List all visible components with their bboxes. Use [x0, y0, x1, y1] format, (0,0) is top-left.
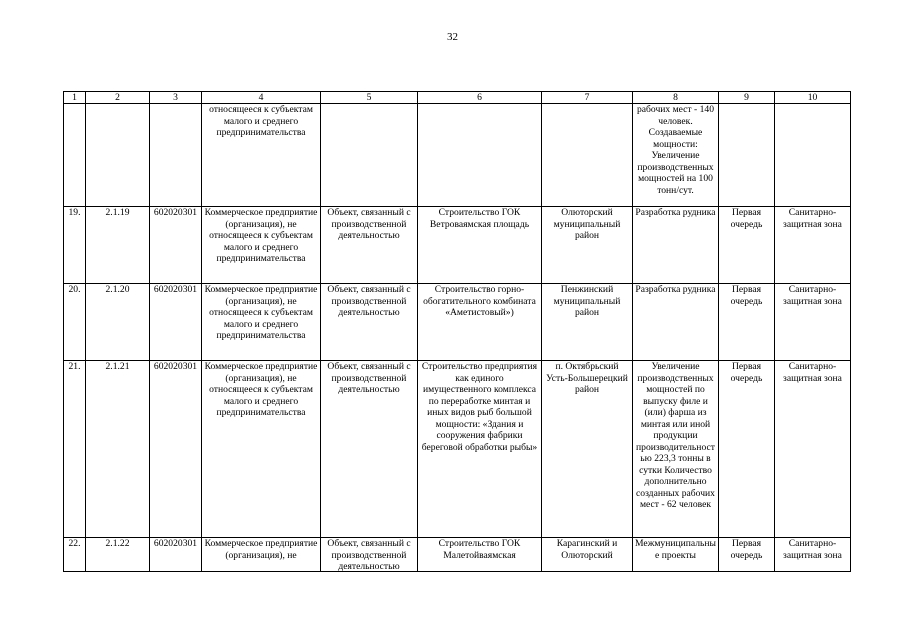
cell-characteristics: Увеличение производственных мощностей по выпуску филе и (или) фарша из минтая или иной продукции производительностью 223,3 тонны в сутки Количество дополнительно созданных рабочих мест - 62 человек [633, 361, 719, 538]
cell-purpose [321, 538, 418, 572]
header-cell: 4 [202, 92, 321, 104]
cell-stage: Первая очередь [719, 207, 775, 284]
cell-purpose: Объект, связанный с производственной деятельностью [321, 361, 418, 538]
cell-stage [719, 538, 775, 572]
table-row [64, 361, 851, 538]
header-cell: 10 [775, 92, 851, 104]
cell-stage [719, 104, 775, 207]
header-cell: 5 [321, 92, 418, 104]
cell-type [202, 284, 321, 361]
header-cell: 7 [542, 92, 633, 104]
cell-code: 2.1.19 [86, 207, 150, 284]
cell-number [64, 104, 86, 207]
cell-code: 2.1.22 [86, 538, 150, 572]
cell-stage: Первая очередь [719, 361, 775, 538]
cell-code [86, 104, 150, 207]
cell-characteristics: Разработка рудника [633, 284, 719, 361]
zones-table [63, 91, 851, 572]
header-cell: 3 [150, 92, 202, 104]
cell-text: Первая очередь [730, 538, 763, 561]
cell-text: Санитарно-защитная зона [783, 538, 842, 561]
cell-location: п. Октябрьский Усть-Большерецкий район [542, 361, 633, 538]
cell-characteristics [633, 538, 719, 572]
cell-number: 20. [64, 284, 86, 361]
cell-zone [775, 104, 851, 207]
cell-text: Коммерческое предприятие (организация), не относящееся к субъектам малого и среднего предпринимательства [204, 207, 318, 264]
header-cell: 1 [64, 92, 86, 104]
cell-text: Коммерческое предприятие (организация), не относящееся к субъектам малого и среднего предпринимательства [204, 284, 318, 341]
cell-type [202, 538, 321, 572]
header-cell: 6 [418, 92, 542, 104]
cell-text: Карагинский и Олюторский [556, 538, 618, 561]
cell-location [542, 538, 633, 572]
cell-stage: Первая очередь [719, 284, 775, 361]
cell-classifier [150, 104, 202, 207]
cell-purpose: Объект, связанный с производственной деятельностью [321, 284, 418, 361]
cell-text: 602020301 [153, 538, 198, 549]
cell-name: Строительство горно-обогатительного комбината «Аметистовый») [418, 284, 542, 361]
cell-text: Межмуниципальные проекты [635, 538, 716, 561]
header-row [64, 92, 851, 104]
cell-location: Пенжинский муниципальный район [542, 284, 633, 361]
cell-name: Строительство предприятия как единого имущественного комплекса по переработке минтая и иных видов рыб большой мощности: «Здания и сооружения фабрики береговой обработки рыбы» [418, 361, 542, 538]
table-row [64, 284, 851, 361]
table-row [64, 207, 851, 284]
cell-number: 22. [64, 538, 86, 572]
cell-text: Строительство ГОК Малетойваямская [438, 538, 521, 561]
cell-classifier: 602020301 [150, 284, 202, 361]
header-cell: 9 [719, 92, 775, 104]
cell-purpose [321, 104, 418, 207]
page-number: 32 [447, 31, 458, 43]
cell-name [418, 104, 542, 207]
cell-type [202, 207, 321, 284]
cell-location [542, 104, 633, 207]
cell-zone: Санитарно-защитная зона [775, 361, 851, 538]
cell-characteristics: Разработка рудника [633, 207, 719, 284]
cell-zone: Санитарно-защитная зона [775, 207, 851, 284]
cell-characteristics: рабочих мест - 140 человек. Создаваемые мощности: Увеличение производственных мощностей на 100 тонн/сут. [633, 104, 719, 207]
cell-zone [775, 538, 851, 572]
cell-code: 2.1.20 [86, 284, 150, 361]
cell-type: относящееся к субъектам малого и среднего предпринимательства [202, 104, 321, 207]
cell-number: 21. [64, 361, 86, 538]
header-cell: 8 [633, 92, 719, 104]
cell-purpose: Объект, связанный с производственной деятельностью [321, 207, 418, 284]
cell-classifier [150, 538, 202, 572]
cell-name [418, 538, 542, 572]
cell-location: Олюторский муниципальный район [542, 207, 633, 284]
header-cell: 2 [86, 92, 150, 104]
cell-classifier: 602020301 [150, 207, 202, 284]
cell-text: Коммерческое предприятие (организация), не [204, 538, 318, 561]
cell-name: Строительство ГОК Ветроваямская площадь [418, 207, 542, 284]
cell-code: 2.1.21 [86, 361, 150, 538]
cell-type: Коммерческое предприятие (организация), не относящееся к субъектам малого и среднего предпринимательства [202, 361, 321, 538]
cell-number: 19. [64, 207, 86, 284]
table-row [64, 538, 851, 572]
table-row [64, 104, 851, 207]
cell-zone: Санитарно-защитная зона [775, 284, 851, 361]
cell-classifier: 602020301 [150, 361, 202, 538]
cell-text: Объект, связанный с производственной деятельностью [327, 538, 411, 571]
